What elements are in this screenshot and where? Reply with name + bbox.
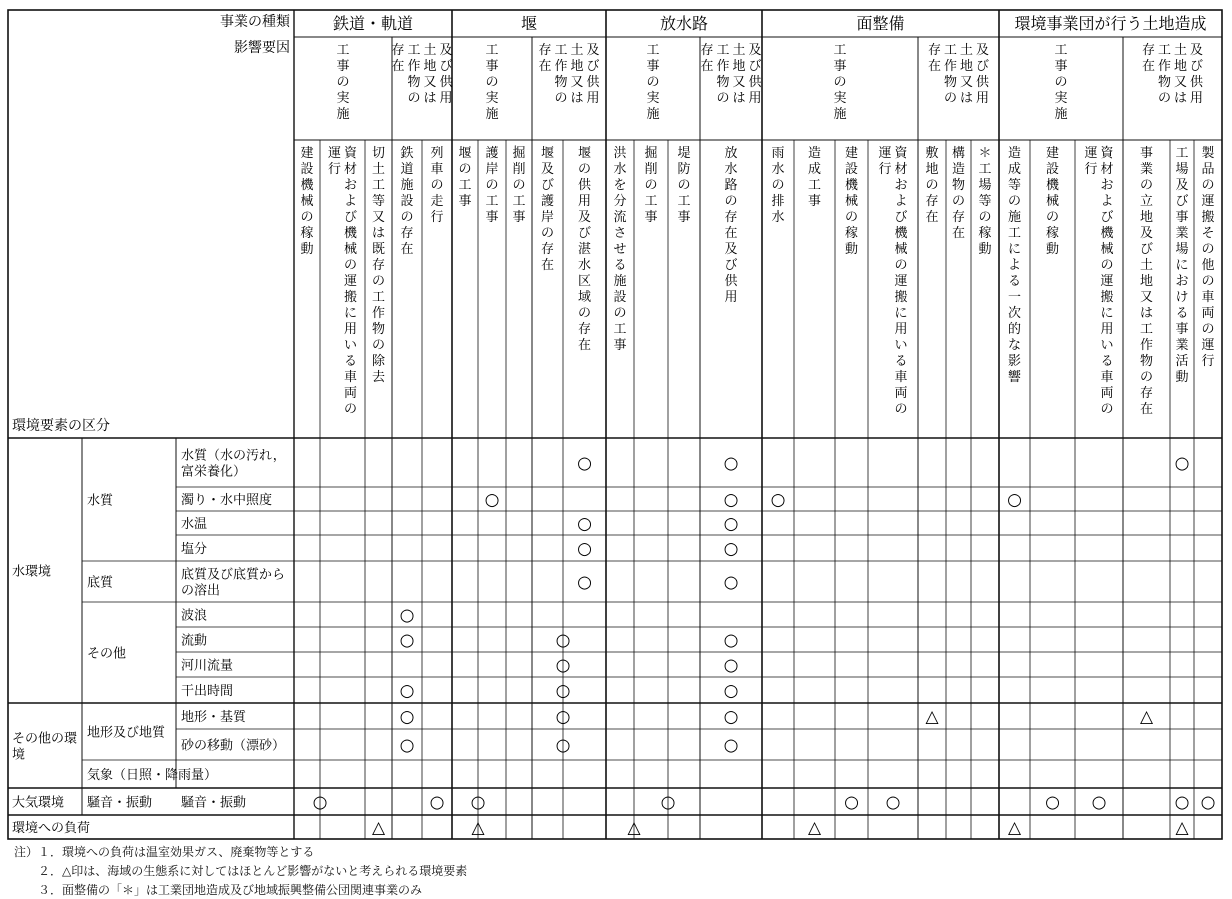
factor-header: 堰及び護岸の存在 — [540, 146, 555, 273]
factor-header: 堰の供用及び湛水区域の存在 — [577, 146, 592, 353]
minor-impact-triangle-mark: △ — [1007, 818, 1022, 838]
impact-circle-mark: ○ — [723, 572, 739, 593]
factor-header: 建設機械の稼動 — [300, 146, 314, 257]
minor-impact-triangle-mark: △ — [1175, 818, 1189, 838]
impact-circle-mark: ○ — [555, 655, 571, 676]
minor-impact-triangle-mark: △ — [627, 818, 641, 838]
factor-header: 敷地の存在 — [925, 146, 939, 225]
phase-construction: 工事の実施 — [646, 43, 660, 122]
factor-header: 資材および機械の運搬に用いる車両の運行 — [327, 146, 358, 417]
factor-header: 資材および機械の運搬に用いる車両の運行 — [1084, 146, 1114, 417]
impact-circle-mark: ○ — [429, 792, 445, 813]
impact-circle-mark: ○ — [1007, 490, 1022, 510]
impact-circle-mark: ○ — [577, 514, 592, 534]
factor-header: 製品の運搬その他の車両の運行 — [1201, 146, 1215, 369]
factor-header: 列車の走行 — [430, 146, 444, 225]
impact-circle-mark: ○ — [399, 605, 415, 626]
sub-label-weather: 気象（日照・降雨量） — [87, 768, 218, 783]
impact-circle-mark: ○ — [555, 681, 571, 701]
row-item-label: 水温 — [181, 517, 208, 532]
project-type-header: 堰 — [520, 14, 538, 33]
row-item-label: 干出時間 — [181, 684, 234, 699]
note-3: ３．面整備の「＊」は工業団地造成及び地域振興整備公団関連事業のみ — [14, 883, 423, 897]
row-item-label: 水質（水の汚れ，富栄養化） — [181, 448, 286, 480]
impact-circle-mark: ○ — [885, 792, 901, 813]
factor-header: 掘削の工事 — [512, 146, 526, 225]
factor-headers — [300, 145, 1214, 417]
factor-header: 構造物の存在 — [951, 146, 966, 241]
project-type-header: 放水路 — [659, 14, 709, 33]
minor-impact-triangle-mark: △ — [471, 818, 485, 838]
factor-header: 堤防の工事 — [677, 146, 691, 225]
impact-circle-mark: ○ — [399, 735, 415, 756]
project-type-header: 鉄道・軌道 — [332, 14, 414, 33]
phase-headers — [336, 42, 1204, 122]
note-2: ２．△印は、海域の生態系に対してはほとんど影響がないと考えられる環境要素 — [14, 864, 468, 878]
factor-header: 造成工事 — [807, 146, 822, 209]
row-item-label: 砂の移動（漂砂） — [181, 738, 286, 754]
factor-header: 鉄道施設の存在 — [400, 146, 414, 257]
environment-category-label: 環境要素の区分 — [12, 418, 110, 434]
sub-label-noise: 騒音・振動 — [87, 795, 153, 811]
minor-impact-triangle-mark: △ — [371, 818, 386, 838]
impact-circle-mark: ○ — [1045, 792, 1060, 813]
factor-header: 洪水を分流させる施設の工事 — [613, 146, 627, 353]
minor-impact-triangle-mark: △ — [807, 818, 822, 838]
phase-construction: 工事の実施 — [1054, 43, 1068, 122]
impact-circle-mark: ○ — [723, 490, 739, 510]
phase-construction: 工事の実施 — [833, 43, 847, 122]
impact-circle-mark: ○ — [577, 539, 592, 559]
row-item-label: 河川流量 — [181, 658, 234, 674]
impact-circle-mark: ○ — [1200, 792, 1216, 813]
project-type-header: 環境事業団が行う土地造成 — [1014, 14, 1207, 33]
group-label-load: 環境への負荷 — [12, 821, 91, 836]
impact-circle-mark: ○ — [723, 681, 739, 701]
impact-circle-mark: ○ — [577, 572, 592, 593]
factor-header: 護岸の工事 — [485, 146, 499, 225]
row-item-label: 波浪 — [181, 608, 208, 624]
factor-header: 造成等の施工による一次的な影響 — [1007, 146, 1022, 385]
impact-circle-mark: ○ — [660, 792, 676, 813]
impact-circle-mark: ○ — [1174, 792, 1190, 813]
impact-circle-mark: ○ — [1174, 453, 1190, 474]
phase-existence-operation: 及び供用土地又は工作物の存在 — [538, 43, 600, 106]
phase-construction: 工事の実施 — [336, 43, 350, 122]
project-type-header: 面整備 — [856, 14, 905, 33]
project-kind-label: 事業の種類 — [220, 14, 290, 30]
phase-existence-operation: 及び供用土地又は工作物の存在 — [391, 43, 453, 106]
impact-circle-mark: ○ — [555, 735, 571, 756]
factor-header: 堰の工事 — [458, 146, 472, 209]
sub-label-other: その他 — [87, 646, 127, 662]
factor-header: 事業の立地及び土地又は工作物の存在 — [1139, 146, 1154, 417]
impact-circle-mark: ○ — [312, 792, 328, 813]
impact-factor-label: 影響要因 — [234, 40, 290, 56]
impact-circle-mark: ○ — [723, 453, 739, 474]
impact-circle-mark: ○ — [770, 490, 786, 510]
note-1: 注）１．環境への負荷は温室効果ガス、廃棄物等とする — [14, 845, 315, 859]
phase-existence-operation: 及び供用土地又は工作物の存在 — [1141, 43, 1204, 106]
project-type-headers — [333, 14, 1207, 33]
phase-existence-operation: 及び供用土地又は工作物の存在 — [700, 43, 762, 106]
impact-circle-mark: ○ — [723, 655, 739, 676]
impact-circle-mark: ○ — [470, 792, 486, 813]
sub-label-landform: 地形及び地質 — [87, 725, 166, 741]
group-label-water: 水環境 — [12, 564, 52, 580]
factor-header: 建設機械の稼動 — [844, 146, 859, 257]
impact-circle-mark: ○ — [723, 539, 739, 559]
sub-label-sediment: 底質 — [87, 575, 114, 591]
factor-header: 放水路の存在及び供用 — [724, 146, 738, 305]
impact-circle-mark: ○ — [723, 735, 739, 756]
impact-circle-mark: ○ — [484, 490, 500, 510]
phase-construction: 工事の実施 — [485, 43, 499, 122]
factor-header: 切土工等又は既存の工作物の除去 — [371, 146, 386, 385]
impact-circle-mark: ○ — [555, 707, 571, 727]
impact-circle-mark: ○ — [723, 630, 739, 651]
impact-circle-mark: ○ — [1091, 792, 1107, 813]
impact-circle-mark: ○ — [555, 630, 571, 651]
row-item-label: 地形・基質 — [181, 710, 247, 725]
impact-circle-mark: ○ — [399, 707, 415, 727]
impact-circle-mark: ○ — [577, 453, 592, 474]
impact-circle-mark: ○ — [723, 707, 739, 727]
environment-element-labels — [12, 448, 286, 837]
phase-existence-operation: 及び供用土地又は工作物の存在 — [927, 43, 990, 106]
factor-header: 雨水の排水 — [771, 146, 785, 225]
minor-impact-triangle-mark: △ — [925, 707, 939, 727]
factor-header: 建設機械の稼動 — [1045, 146, 1060, 257]
group-label-other-env: その他の環境 — [12, 731, 78, 763]
group-label-air: 大気環境 — [12, 795, 65, 811]
factor-header: ＊工場等の稼動 — [978, 146, 992, 257]
impact-circle-mark: ○ — [844, 792, 859, 813]
minor-impact-triangle-mark: △ — [1139, 707, 1154, 727]
factor-header: 工場及び事業場における事業活動 — [1175, 146, 1189, 385]
impact-circle-mark: ○ — [399, 681, 415, 701]
impact-circle-mark: ○ — [399, 630, 415, 651]
sub-label-water-quality: 水質 — [87, 493, 114, 509]
row-item-label: 濁り・水中照度 — [181, 493, 273, 508]
factor-header: 掘削の工事 — [644, 146, 658, 225]
row-item-label: 底質及び底質からの溶出 — [181, 567, 286, 599]
row-item-label: 騒音・振動 — [181, 795, 247, 811]
row-item-label: 塩分 — [181, 542, 208, 557]
impact-circle-mark: ○ — [723, 514, 739, 534]
factor-header: 資材および機械の運搬に用いる車両の運行 — [878, 146, 908, 417]
row-item-label: 流動 — [181, 633, 208, 649]
